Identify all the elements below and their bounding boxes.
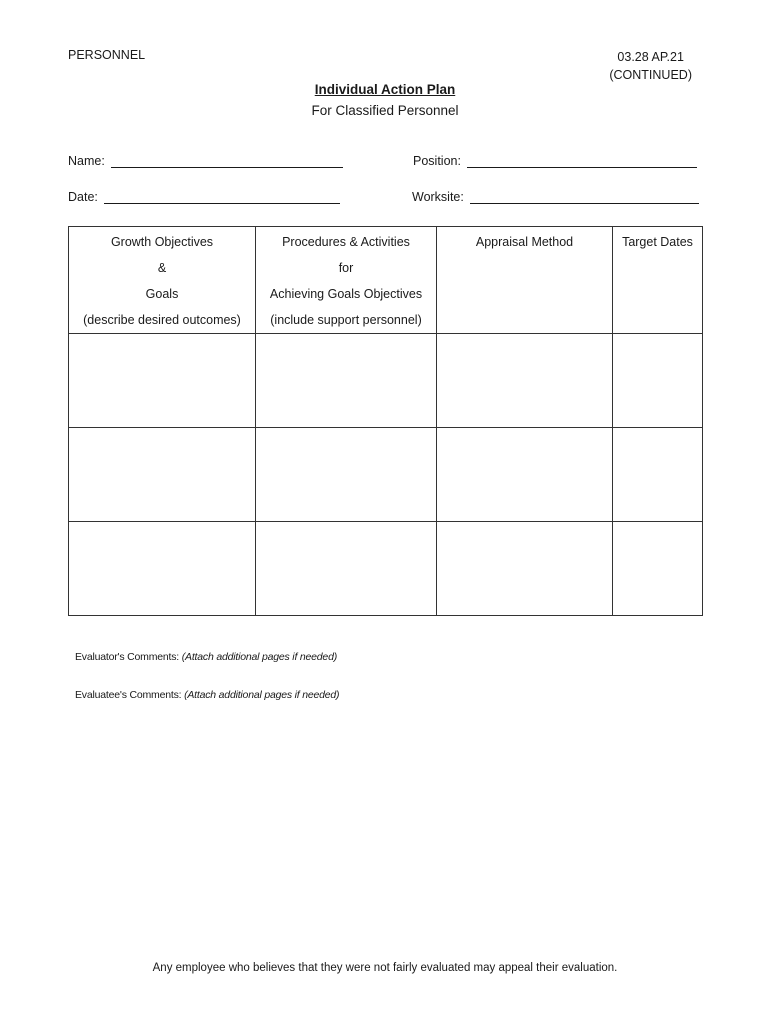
- section-label: PERSONNEL: [68, 48, 146, 62]
- name-field[interactable]: [68, 154, 343, 168]
- continued-label: (CONTINUED): [609, 68, 692, 82]
- table-row: [69, 334, 703, 428]
- evaluator-comments-note: (Attach additional pages if needed): [181, 651, 338, 663]
- header-line: Appraisal Method: [475, 235, 574, 249]
- table-cell[interactable]: [437, 428, 613, 522]
- evaluatee-comments-label: Evaluatee's Comments:: [75, 689, 182, 701]
- table-cell[interactable]: [256, 428, 437, 522]
- table-cell[interactable]: [69, 428, 256, 522]
- header-line: Achieving Goals Objectives: [269, 287, 423, 301]
- document-code: [609, 48, 692, 84]
- page-title: Individual Action Plan: [314, 82, 456, 97]
- table-cell[interactable]: [69, 334, 256, 428]
- worksite-line[interactable]: [470, 191, 699, 204]
- date-field[interactable]: [68, 190, 340, 204]
- policy-number: 03.28 AP.21: [617, 50, 684, 64]
- evaluator-comments[interactable]: [75, 651, 337, 663]
- header-line: Growth Objectives: [110, 235, 214, 249]
- table-cell[interactable]: [256, 334, 437, 428]
- page-subtitle: For Classified Personnel: [311, 103, 459, 118]
- table-cell[interactable]: [437, 522, 613, 616]
- header-line: (describe desired outcomes): [83, 313, 241, 327]
- header-line: (include support personnel): [270, 313, 422, 327]
- table-cell[interactable]: [256, 522, 437, 616]
- table-cell[interactable]: [613, 334, 703, 428]
- header-line: Target Dates: [622, 235, 693, 249]
- evaluatee-comments[interactable]: [75, 689, 339, 701]
- position-label: Position:: [413, 154, 461, 168]
- position-field[interactable]: [413, 154, 697, 168]
- table-cell[interactable]: [437, 334, 613, 428]
- worksite-field[interactable]: [412, 190, 699, 204]
- header-line: Goals: [145, 287, 179, 301]
- worksite-label: Worksite:: [412, 190, 464, 204]
- name-label: Name:: [68, 154, 105, 168]
- col-appraisal-method: [437, 227, 613, 334]
- action-plan-table: [68, 226, 703, 616]
- evaluator-comments-label: Evaluator's Comments:: [75, 651, 180, 663]
- header-line: &: [157, 261, 167, 275]
- table-row: [69, 428, 703, 522]
- table-row: [69, 522, 703, 616]
- evaluatee-comments-note: (Attach additional pages if needed): [184, 689, 340, 701]
- date-line[interactable]: [104, 191, 340, 204]
- position-line[interactable]: [467, 155, 697, 168]
- table-cell[interactable]: [69, 522, 256, 616]
- header-line: for: [338, 261, 354, 275]
- appeal-notice: Any employee who believes that they were not fairly evaluated may appeal their evaluation.: [152, 962, 618, 974]
- col-target-dates: [613, 227, 703, 334]
- name-line[interactable]: [111, 155, 343, 168]
- col-procedures-activities: [256, 227, 437, 334]
- table-cell[interactable]: [613, 428, 703, 522]
- col-growth-objectives: [69, 227, 256, 334]
- table-cell[interactable]: [613, 522, 703, 616]
- header-line: Procedures & Activities: [282, 235, 410, 249]
- table-header-row: [69, 227, 703, 334]
- date-label: Date:: [68, 190, 98, 204]
